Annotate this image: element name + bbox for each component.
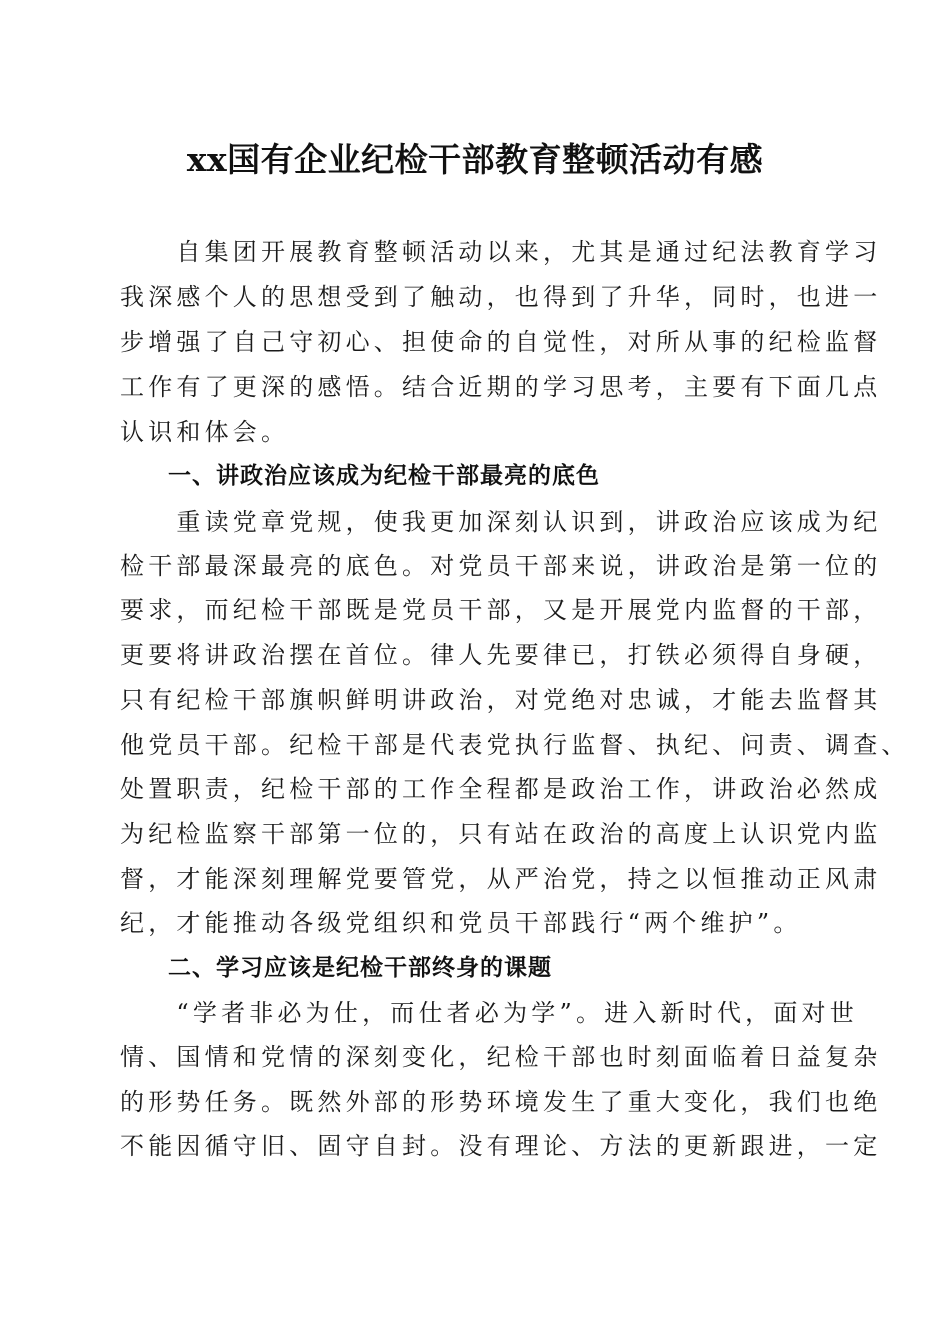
section1-line: 只有纪检干部旗帜鲜明讲政治，对党绝对忠诚，才能去监督其 [120, 686, 882, 714]
section1-line: 重读党章党规，使我更加深刻认识到，讲政治应该成为纪 [120, 508, 882, 536]
intro-line: 认识和体会。 [120, 418, 290, 446]
section2-line: 的形势任务。既然外部的形势环境发生了重大变化，我们也绝 [120, 1088, 882, 1116]
section1-line: 检干部最深最亮的底色。对党员干部来说，讲政治是第一位的 [120, 552, 882, 580]
section1-line: 他党员干部。纪检干部是代表党执行监督、执纪、问责、调查、 [120, 731, 910, 759]
section-heading-2: 二、学习应该是纪检干部终身的课题 [168, 955, 552, 981]
section1-line: 要求，而纪检干部既是党员干部，又是开展党内监督的干部， [120, 596, 882, 624]
intro-line: 我深感个人的思想受到了触动，也得到了升华，同时，也进一 [120, 283, 882, 311]
section-heading-1: 一、讲政治应该成为纪检干部最亮的底色 [168, 463, 600, 489]
section2-line: 不能因循守旧、固守自封。没有理论、方法的更新跟进，一定 [120, 1132, 882, 1160]
section1-line: 纪，才能推动各级党组织和党员干部践行“两个维护”。 [120, 909, 802, 937]
intro-line: 工作有了更深的感悟。结合近期的学习思考，主要有下面几点 [120, 373, 882, 401]
section2-line: 情、国情和党情的深刻变化，纪检干部也时刻面临着日益复杂 [120, 1043, 882, 1071]
section1-line: 处置职责，纪检干部的工作全程都是政治工作，讲政治必然成 [120, 775, 882, 803]
document-title: xx国有企业纪检干部教育整顿活动有感 [186, 140, 764, 179]
intro-line: 步增强了自己守初心、担使命的自觉性，对所从事的纪检监督 [120, 328, 882, 356]
section1-line: 更要将讲政治摆在首位。律人先要律已，打铁必须得自身硬， [120, 641, 882, 669]
section2-line: “学者非必为仕，而仕者必为学”。进入新时代，面对世 [120, 999, 858, 1027]
section1-line: 督，才能深刻理解党要管党，从严治党，持之以恒推动正风肃 [120, 865, 882, 893]
intro-line: 自集团开展教育整顿活动以来，尤其是通过纪法教育学习 [120, 238, 882, 266]
section1-line: 为纪检监察干部第一位的，只有站在政治的高度上认识党内监 [120, 820, 882, 848]
